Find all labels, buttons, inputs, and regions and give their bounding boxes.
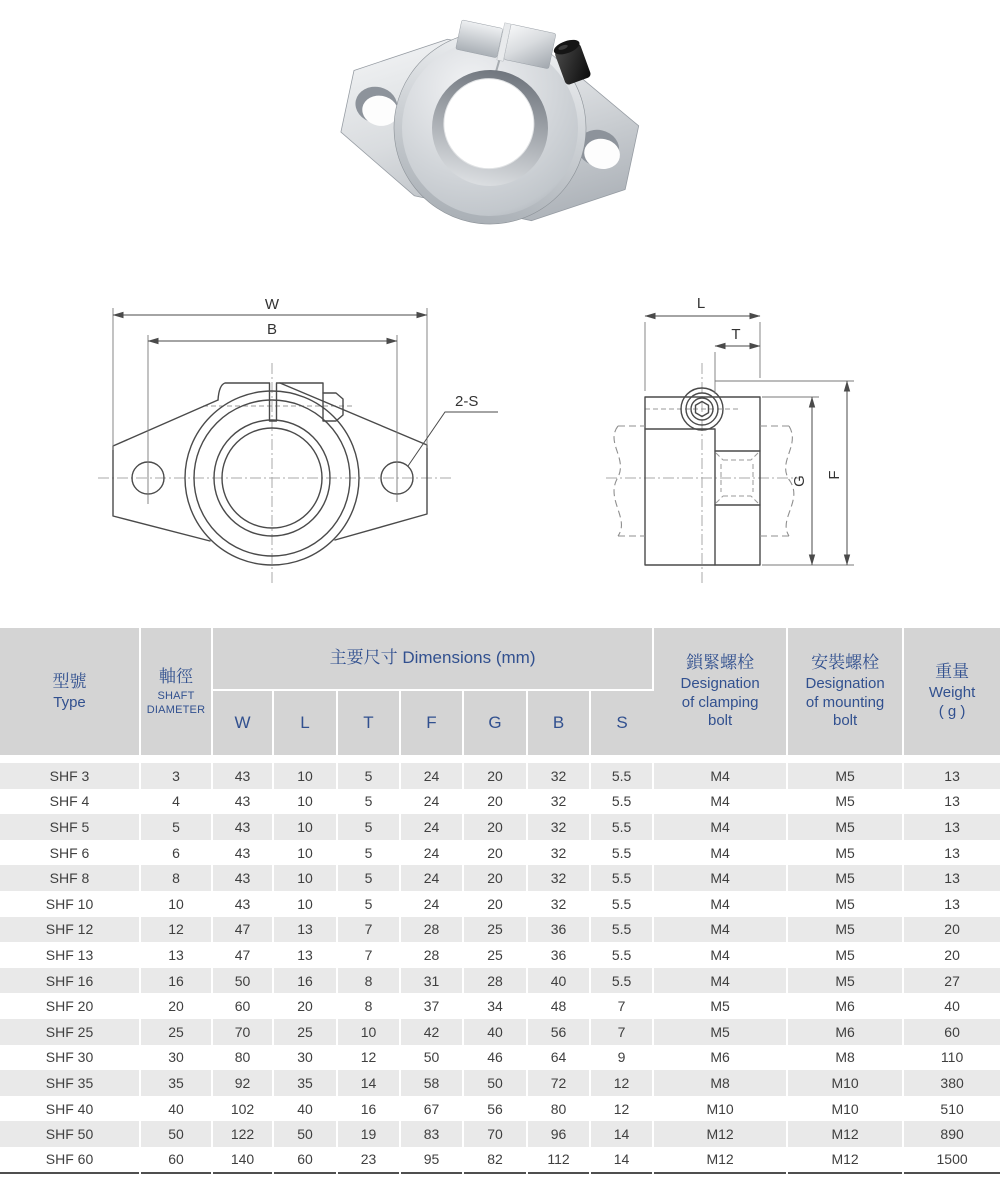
cell-clamp: M4 <box>653 968 787 994</box>
cell-weight: 40 <box>944 998 960 1015</box>
cell-b: 56 <box>527 1019 590 1045</box>
header-body-gap <box>0 755 1000 763</box>
cell-type: SHF 4 <box>0 789 140 815</box>
cell-g: 46 <box>463 1045 527 1071</box>
cell-f: 24 <box>400 763 463 789</box>
cell-s: 5.5 <box>590 814 653 840</box>
dim-label-b: B <box>266 321 278 338</box>
cell-shaft: 25 <box>140 1019 212 1045</box>
header-col-f: F <box>400 690 463 755</box>
cell-type: SHF 50 <box>0 1121 140 1147</box>
cell-weight: 13 <box>944 895 960 912</box>
cell-shaft: 30 <box>140 1045 212 1071</box>
cell-g: 20 <box>463 814 527 840</box>
cell-g: 56 <box>463 1096 527 1122</box>
cell-l: 40 <box>273 1096 337 1122</box>
cell-l: 10 <box>273 789 337 815</box>
cell-s: 5.5 <box>590 917 653 943</box>
header-weight-unit: ( g ) <box>938 702 966 720</box>
cell-type: SHF 20 <box>0 993 140 1019</box>
cell-w: 47 <box>212 917 273 943</box>
cell-t: 14 <box>337 1070 400 1096</box>
cell-mount: M12 <box>787 1147 903 1173</box>
cell-shaft: 50 <box>140 1121 212 1147</box>
cell-f: 42 <box>400 1019 463 1045</box>
cell-f: 24 <box>400 865 463 891</box>
cell-mount: M10 <box>787 1070 903 1096</box>
cell-clamp: M8 <box>653 1070 787 1096</box>
cell-g: 20 <box>463 763 527 789</box>
cell-clamp: M10 <box>653 1096 787 1122</box>
table-row <box>0 865 1000 891</box>
cell-l: 20 <box>273 993 337 1019</box>
cell-type: SHF 13 <box>0 942 140 968</box>
cell-l: 35 <box>273 1070 337 1096</box>
cell-mount: M5 <box>787 968 903 994</box>
cell-w: 140 <box>212 1147 273 1173</box>
side-view-drawing <box>560 278 980 603</box>
cell-t: 7 <box>337 917 400 943</box>
cell-type: SHF 30 <box>0 1045 140 1071</box>
cell-mount: M5 <box>787 763 903 789</box>
cell-b: 48 <box>527 993 590 1019</box>
table-row <box>0 917 1000 943</box>
cell-b: 32 <box>527 840 590 866</box>
cell-t: 5 <box>337 763 400 789</box>
cell-b: 112 <box>527 1147 590 1173</box>
cell-g: 25 <box>463 942 527 968</box>
cell-mount: M8 <box>787 1045 903 1071</box>
cell-clamp: M4 <box>653 789 787 815</box>
side-view-svg <box>560 278 980 603</box>
cell-g: 20 <box>463 865 527 891</box>
cell-shaft: 4 <box>140 789 212 815</box>
cell-t: 12 <box>337 1045 400 1071</box>
table-row <box>0 993 1000 1019</box>
cell-f: 24 <box>400 789 463 815</box>
cell-b: 32 <box>527 891 590 917</box>
cell-t: 5 <box>337 814 400 840</box>
header-type <box>0 628 140 755</box>
cell-type: SHF 40 <box>0 1096 140 1122</box>
table-row <box>0 891 1000 917</box>
cell-type: SHF 5 <box>0 814 140 840</box>
cell-mount: M10 <box>787 1096 903 1122</box>
spec-table <box>0 628 1000 1174</box>
hole-label-2s: 2-S <box>455 393 479 410</box>
cell-w: 60 <box>212 993 273 1019</box>
cell-weight: 20 <box>944 946 960 963</box>
table-row <box>0 1147 1000 1173</box>
header-col-s: S <box>590 690 653 755</box>
cell-s: 5.5 <box>590 942 653 968</box>
cell-f: 67 <box>400 1096 463 1122</box>
cell-l: 50 <box>273 1121 337 1147</box>
cell-b: 40 <box>527 968 590 994</box>
cell-w: 43 <box>212 891 273 917</box>
dim-label-g: G <box>791 475 808 487</box>
cell-l: 13 <box>273 942 337 968</box>
header-col-g: G <box>463 690 527 755</box>
shaft-left <box>614 426 645 536</box>
header-dimensions-group: 主要尺寸 Dimensions (mm) <box>212 628 653 690</box>
cell-weight: 13 <box>944 870 960 887</box>
header-shaft-diameter <box>140 628 212 755</box>
header-mount-en1: Designation <box>805 674 885 692</box>
cell-t: 5 <box>337 789 400 815</box>
cell-f: 28 <box>400 942 463 968</box>
cell-shaft: 40 <box>140 1096 212 1122</box>
cell-s: 5.5 <box>590 789 653 815</box>
cell-weight: 20 <box>944 921 960 938</box>
cell-l: 10 <box>273 814 337 840</box>
cell-w: 43 <box>212 763 273 789</box>
cell-f: 24 <box>400 814 463 840</box>
cell-weight: 27 <box>944 972 960 989</box>
cell-t: 8 <box>337 993 400 1019</box>
cell-clamp: M12 <box>653 1121 787 1147</box>
cell-weight: 1500 <box>936 1151 968 1168</box>
cell-g: 40 <box>463 1019 527 1045</box>
cell-clamp: M4 <box>653 763 787 789</box>
header-clamp-en1: Designation <box>680 674 760 692</box>
cell-clamp: M5 <box>653 993 787 1019</box>
cell-type: SHF 10 <box>0 891 140 917</box>
cell-f: 58 <box>400 1070 463 1096</box>
cell-g: 82 <box>463 1147 527 1173</box>
cell-mount: M6 <box>787 993 903 1019</box>
cell-s: 12 <box>590 1096 653 1122</box>
cell-weight: 13 <box>944 844 960 861</box>
header-clamping-bolt <box>653 628 787 755</box>
cell-clamp: M5 <box>653 1019 787 1045</box>
cell-l: 10 <box>273 865 337 891</box>
cell-t: 7 <box>337 942 400 968</box>
header-shaft-en2: DIAMETER <box>146 703 206 716</box>
cell-mount: M5 <box>787 865 903 891</box>
header-col-t: T <box>337 690 400 755</box>
cell-weight: 60 <box>944 1023 960 1040</box>
cell-s: 5.5 <box>590 865 653 891</box>
cell-shaft: 20 <box>140 993 212 1019</box>
table-row <box>0 1096 1000 1122</box>
cell-type: SHF 25 <box>0 1019 140 1045</box>
header-shaft-zh: 軸徑 <box>159 666 193 686</box>
cell-s: 5.5 <box>590 840 653 866</box>
header-mount-en2: of mounting <box>805 693 885 711</box>
cell-g: 20 <box>463 789 527 815</box>
cell-type: SHF 6 <box>0 840 140 866</box>
dim-label-w: W <box>264 296 280 313</box>
cell-weight: 110 <box>940 1049 964 1066</box>
table-row <box>0 789 1000 815</box>
cell-s: 5.5 <box>590 891 653 917</box>
cell-l: 16 <box>273 968 337 994</box>
spec-table-header <box>0 628 1000 755</box>
cell-mount: M5 <box>787 814 903 840</box>
cell-f: 28 <box>400 917 463 943</box>
cell-g: 50 <box>463 1070 527 1096</box>
table-row <box>0 1045 1000 1071</box>
cell-type: SHF 60 <box>0 1147 140 1173</box>
header-weight-zh: 重量 <box>935 662 970 682</box>
cell-s: 5.5 <box>590 968 653 994</box>
cell-clamp: M4 <box>653 865 787 891</box>
flange-part <box>328 0 654 252</box>
front-view-drawing <box>80 278 530 603</box>
cell-mount: M5 <box>787 891 903 917</box>
cell-clamp: M4 <box>653 840 787 866</box>
hole-leader-line <box>408 412 498 466</box>
cell-mount: M5 <box>787 917 903 943</box>
cell-t: 16 <box>337 1096 400 1122</box>
cell-w: 50 <box>212 968 273 994</box>
cell-weight: 13 <box>944 793 960 810</box>
header-weight <box>903 628 1000 755</box>
cell-s: 7 <box>590 1019 653 1045</box>
cell-weight: 13 <box>944 818 960 835</box>
cell-clamp: M4 <box>653 814 787 840</box>
dim-label-t: T <box>731 326 741 343</box>
cell-b: 96 <box>527 1121 590 1147</box>
cell-t: 19 <box>337 1121 400 1147</box>
cell-weight: 510 <box>940 1100 964 1117</box>
cell-b: 36 <box>527 917 590 943</box>
cell-l: 10 <box>273 840 337 866</box>
cell-shaft: 60 <box>140 1147 212 1173</box>
cell-shaft: 35 <box>140 1070 212 1096</box>
cell-t: 8 <box>337 968 400 994</box>
table-row <box>0 1019 1000 1045</box>
cell-mount: M6 <box>787 1019 903 1045</box>
dim-label-f: F <box>826 470 843 480</box>
cell-shaft: 10 <box>140 891 212 917</box>
cell-w: 43 <box>212 865 273 891</box>
cell-f: 83 <box>400 1121 463 1147</box>
cell-g: 20 <box>463 891 527 917</box>
cell-clamp: M12 <box>653 1147 787 1173</box>
cell-clamp: M4 <box>653 891 787 917</box>
cell-mount: M5 <box>787 840 903 866</box>
header-clamp-zh: 鎖緊螺栓 <box>686 652 755 672</box>
cell-b: 32 <box>527 763 590 789</box>
cell-s: 5.5 <box>590 763 653 789</box>
table-row <box>0 1070 1000 1096</box>
clamp-lugs-outline <box>218 383 323 421</box>
cell-b: 64 <box>527 1045 590 1071</box>
cell-shaft: 16 <box>140 968 212 994</box>
cell-shaft: 5 <box>140 814 212 840</box>
cell-w: 43 <box>212 789 273 815</box>
header-shaft-en1: SHAFT <box>157 689 195 702</box>
cell-clamp: M4 <box>653 917 787 943</box>
header-col-w: W <box>212 690 273 755</box>
flange-outline-left <box>113 400 218 541</box>
cell-t: 10 <box>337 1019 400 1045</box>
cell-clamp: M4 <box>653 942 787 968</box>
cell-b: 36 <box>527 942 590 968</box>
cell-g: 34 <box>463 993 527 1019</box>
table-row <box>0 840 1000 866</box>
table-row <box>0 814 1000 840</box>
table-row <box>0 763 1000 789</box>
cell-l: 10 <box>273 763 337 789</box>
dim-label-l: L <box>696 295 706 312</box>
cell-g: 28 <box>463 968 527 994</box>
cell-w: 47 <box>212 942 273 968</box>
cell-shaft: 13 <box>140 942 212 968</box>
cell-type: SHF 35 <box>0 1070 140 1096</box>
product-photo-svg <box>280 0 720 260</box>
cell-type: SHF 12 <box>0 917 140 943</box>
cell-t: 5 <box>337 840 400 866</box>
header-weight-en: Weight <box>928 684 976 702</box>
cell-w: 70 <box>212 1019 273 1045</box>
cell-shaft: 12 <box>140 917 212 943</box>
cell-t: 5 <box>337 865 400 891</box>
cell-mount: M5 <box>787 789 903 815</box>
cell-l: 30 <box>273 1045 337 1071</box>
header-mounting-bolt <box>787 628 903 755</box>
cell-w: 43 <box>212 814 273 840</box>
front-view-svg <box>80 278 530 603</box>
cell-b: 32 <box>527 814 590 840</box>
header-mount-en3: bolt <box>833 712 858 730</box>
spec-table-body <box>0 755 1000 1173</box>
cell-shaft: 8 <box>140 865 212 891</box>
header-mount-zh: 安裝螺栓 <box>811 652 880 672</box>
cell-s: 12 <box>590 1070 653 1096</box>
cell-b: 32 <box>527 865 590 891</box>
cell-type: SHF 3 <box>0 763 140 789</box>
cell-s: 7 <box>590 993 653 1019</box>
product-photo <box>280 0 720 260</box>
cell-w: 80 <box>212 1045 273 1071</box>
cell-w: 102 <box>212 1096 273 1122</box>
header-col-b: B <box>527 690 590 755</box>
cell-shaft: 6 <box>140 840 212 866</box>
cell-f: 37 <box>400 993 463 1019</box>
header-type-zh: 型號 <box>52 671 87 691</box>
cell-mount: M12 <box>787 1121 903 1147</box>
cell-type: SHF 8 <box>0 865 140 891</box>
cell-t: 5 <box>337 891 400 917</box>
cell-clamp: M6 <box>653 1045 787 1071</box>
table-row <box>0 968 1000 994</box>
cell-g: 25 <box>463 917 527 943</box>
cell-b: 80 <box>527 1096 590 1122</box>
cell-mount: M5 <box>787 942 903 968</box>
cell-w: 43 <box>212 840 273 866</box>
cell-t: 23 <box>337 1147 400 1173</box>
header-clamp-en2: of clamping <box>681 693 759 711</box>
cell-f: 31 <box>400 968 463 994</box>
cell-f: 95 <box>400 1147 463 1173</box>
cell-weight: 890 <box>940 1126 964 1143</box>
cell-w: 92 <box>212 1070 273 1096</box>
cell-l: 13 <box>273 917 337 943</box>
header-type-en: Type <box>53 693 86 711</box>
cell-shaft: 3 <box>140 763 212 789</box>
cell-b: 32 <box>527 789 590 815</box>
cell-l: 25 <box>273 1019 337 1045</box>
cell-f: 50 <box>400 1045 463 1071</box>
cell-weight: 380 <box>940 1074 964 1091</box>
cell-g: 20 <box>463 840 527 866</box>
header-col-l: L <box>273 690 337 755</box>
table-row <box>0 942 1000 968</box>
cell-s: 14 <box>590 1121 653 1147</box>
cell-g: 70 <box>463 1121 527 1147</box>
cell-l: 60 <box>273 1147 337 1173</box>
cell-l: 10 <box>273 891 337 917</box>
cell-w: 122 <box>212 1121 273 1147</box>
table-row <box>0 1121 1000 1147</box>
cell-s: 9 <box>590 1045 653 1071</box>
cell-f: 24 <box>400 840 463 866</box>
cell-s: 14 <box>590 1147 653 1173</box>
cell-b: 72 <box>527 1070 590 1096</box>
shaft-right <box>760 426 794 536</box>
cell-f: 24 <box>400 891 463 917</box>
cell-weight: 13 <box>944 767 960 784</box>
body-step <box>645 429 715 565</box>
header-clamp-en3: bolt <box>708 712 733 730</box>
cell-type: SHF 16 <box>0 968 140 994</box>
